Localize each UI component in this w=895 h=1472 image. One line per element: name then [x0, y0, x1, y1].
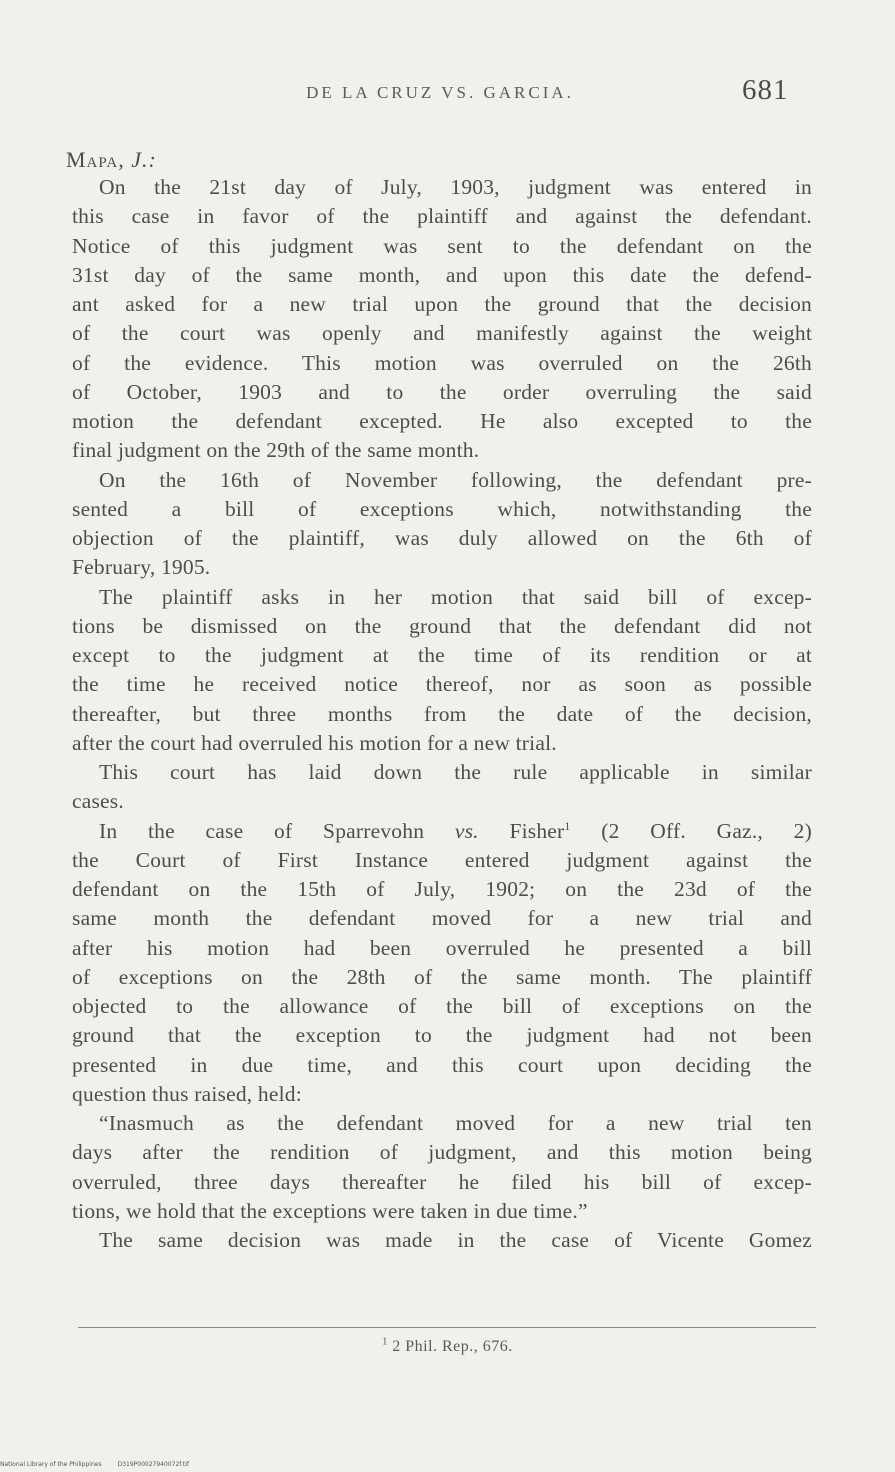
text-line: of the court was openly and manifestly against the weight	[72, 321, 812, 346]
quoted-text-line: overruled, three days thereafter he filed his bill of excep-	[72, 1169, 812, 1194]
footnote-reference[interactable]: 1	[564, 818, 571, 833]
text-line: On the 16th of November following, the defendant pre-	[99, 467, 812, 492]
text-line: objection of the plaintiff, was duly allowed on the 6th of	[72, 526, 812, 550]
footnote-mark: 1	[382, 1336, 388, 1348]
text-line: of the evidence. This motion was overruled on the 26th	[72, 350, 812, 375]
opinion-body	[72, 173, 812, 1255]
case-line-after: Fisher	[478, 818, 565, 843]
quoted-text-line: “Inasmuch as the defendant moved for a new trial ten	[99, 1111, 812, 1135]
text-line: same month the defendant moved for a new trial and	[72, 906, 812, 931]
text-line: question thus raised, held:	[72, 1081, 302, 1106]
text-line: cases.	[72, 789, 124, 814]
text-line: of exceptions on the 28th of the same month. The plaintiff	[72, 964, 812, 989]
footnote	[0, 1338, 895, 1356]
text-line: ant asked for a new trial upon the ground that the decision	[72, 292, 812, 316]
case-citation-line	[72, 817, 812, 846]
quoted-text-line: days after the rendition of judgment, and this motion being	[72, 1140, 812, 1165]
case-line-tail: (2 Off. Gaz., 2)	[570, 818, 812, 843]
text-line: presented in due time, and this court upon deciding the	[72, 1052, 812, 1077]
case-line-before: In the case of Sparrevohn	[99, 818, 455, 843]
text-line: This court has laid down the rule applicable in similar	[99, 760, 812, 784]
text-line: motion the defendant excepted. He also excepted to the	[72, 409, 812, 433]
text-line: February, 1905.	[72, 555, 211, 580]
text-line: 31st day of the same month, and upon this date the defend-	[72, 262, 812, 287]
running-head: DE LA CRUZ VS. GARCIA.	[306, 83, 574, 102]
text-line: after his motion had been overruled he presented a bill	[72, 935, 812, 960]
page-number: 681	[742, 74, 789, 106]
text-line: of October, 1903 and to the order overruling the said	[72, 379, 812, 404]
quoted-text-line: tions, we hold that the exceptions were taken in due time.”	[72, 1198, 588, 1223]
text-line: sented a bill of exceptions which, notwithstanding the	[72, 496, 812, 521]
footnote-text: 2 Phil. Rep., 676.	[392, 1338, 513, 1355]
text-line: Notice of this judgment was sent to the defendant on the	[72, 233, 812, 258]
text-line: ground that the exception to the judgment had not been	[72, 1023, 812, 1048]
text-line: On the 21st day of July, 1903, judgment was entered in	[99, 175, 812, 199]
text-line: defendant on the 15th of July, 1902; on the 23d of the	[72, 877, 812, 901]
text-line: tions be dismissed on the ground that the defendant did not	[72, 613, 812, 638]
author-name: Mapa	[66, 147, 119, 172]
library-name: National Library of the Philippines	[0, 1461, 102, 1468]
text-line: after the court had overruled his motion for a new trial.	[72, 730, 557, 755]
text-line: The same decision was made in the case of Vicente Gomez	[99, 1228, 812, 1252]
text-line: the time he received notice thereof, nor as soon as possible	[72, 672, 812, 697]
text-line: final judgment on the 29th of the same month.	[72, 438, 480, 463]
text-line: objected to the allowance of the bill of exceptions on the	[72, 994, 812, 1018]
text-line: the Court of First Instance entered judgment against the	[72, 847, 812, 872]
author-title: , J.:	[118, 147, 157, 172]
case-line-vs: vs.	[454, 818, 479, 843]
scan-identifier: D319P00027940072f.tif	[117, 1461, 189, 1468]
footnote-divider	[78, 1327, 816, 1328]
text-line: thereafter, but three months from the date of the decision,	[72, 701, 812, 726]
text-line: The plaintiff asks in her motion that said bill of excep-	[99, 584, 812, 609]
author-byline	[66, 147, 157, 173]
scan-metadata-strip	[0, 1461, 205, 1468]
text-line: this case in favor of the plaintiff and against the defendant.	[72, 204, 812, 229]
text-line: except to the judgment at the time of its rendition or at	[72, 643, 812, 667]
